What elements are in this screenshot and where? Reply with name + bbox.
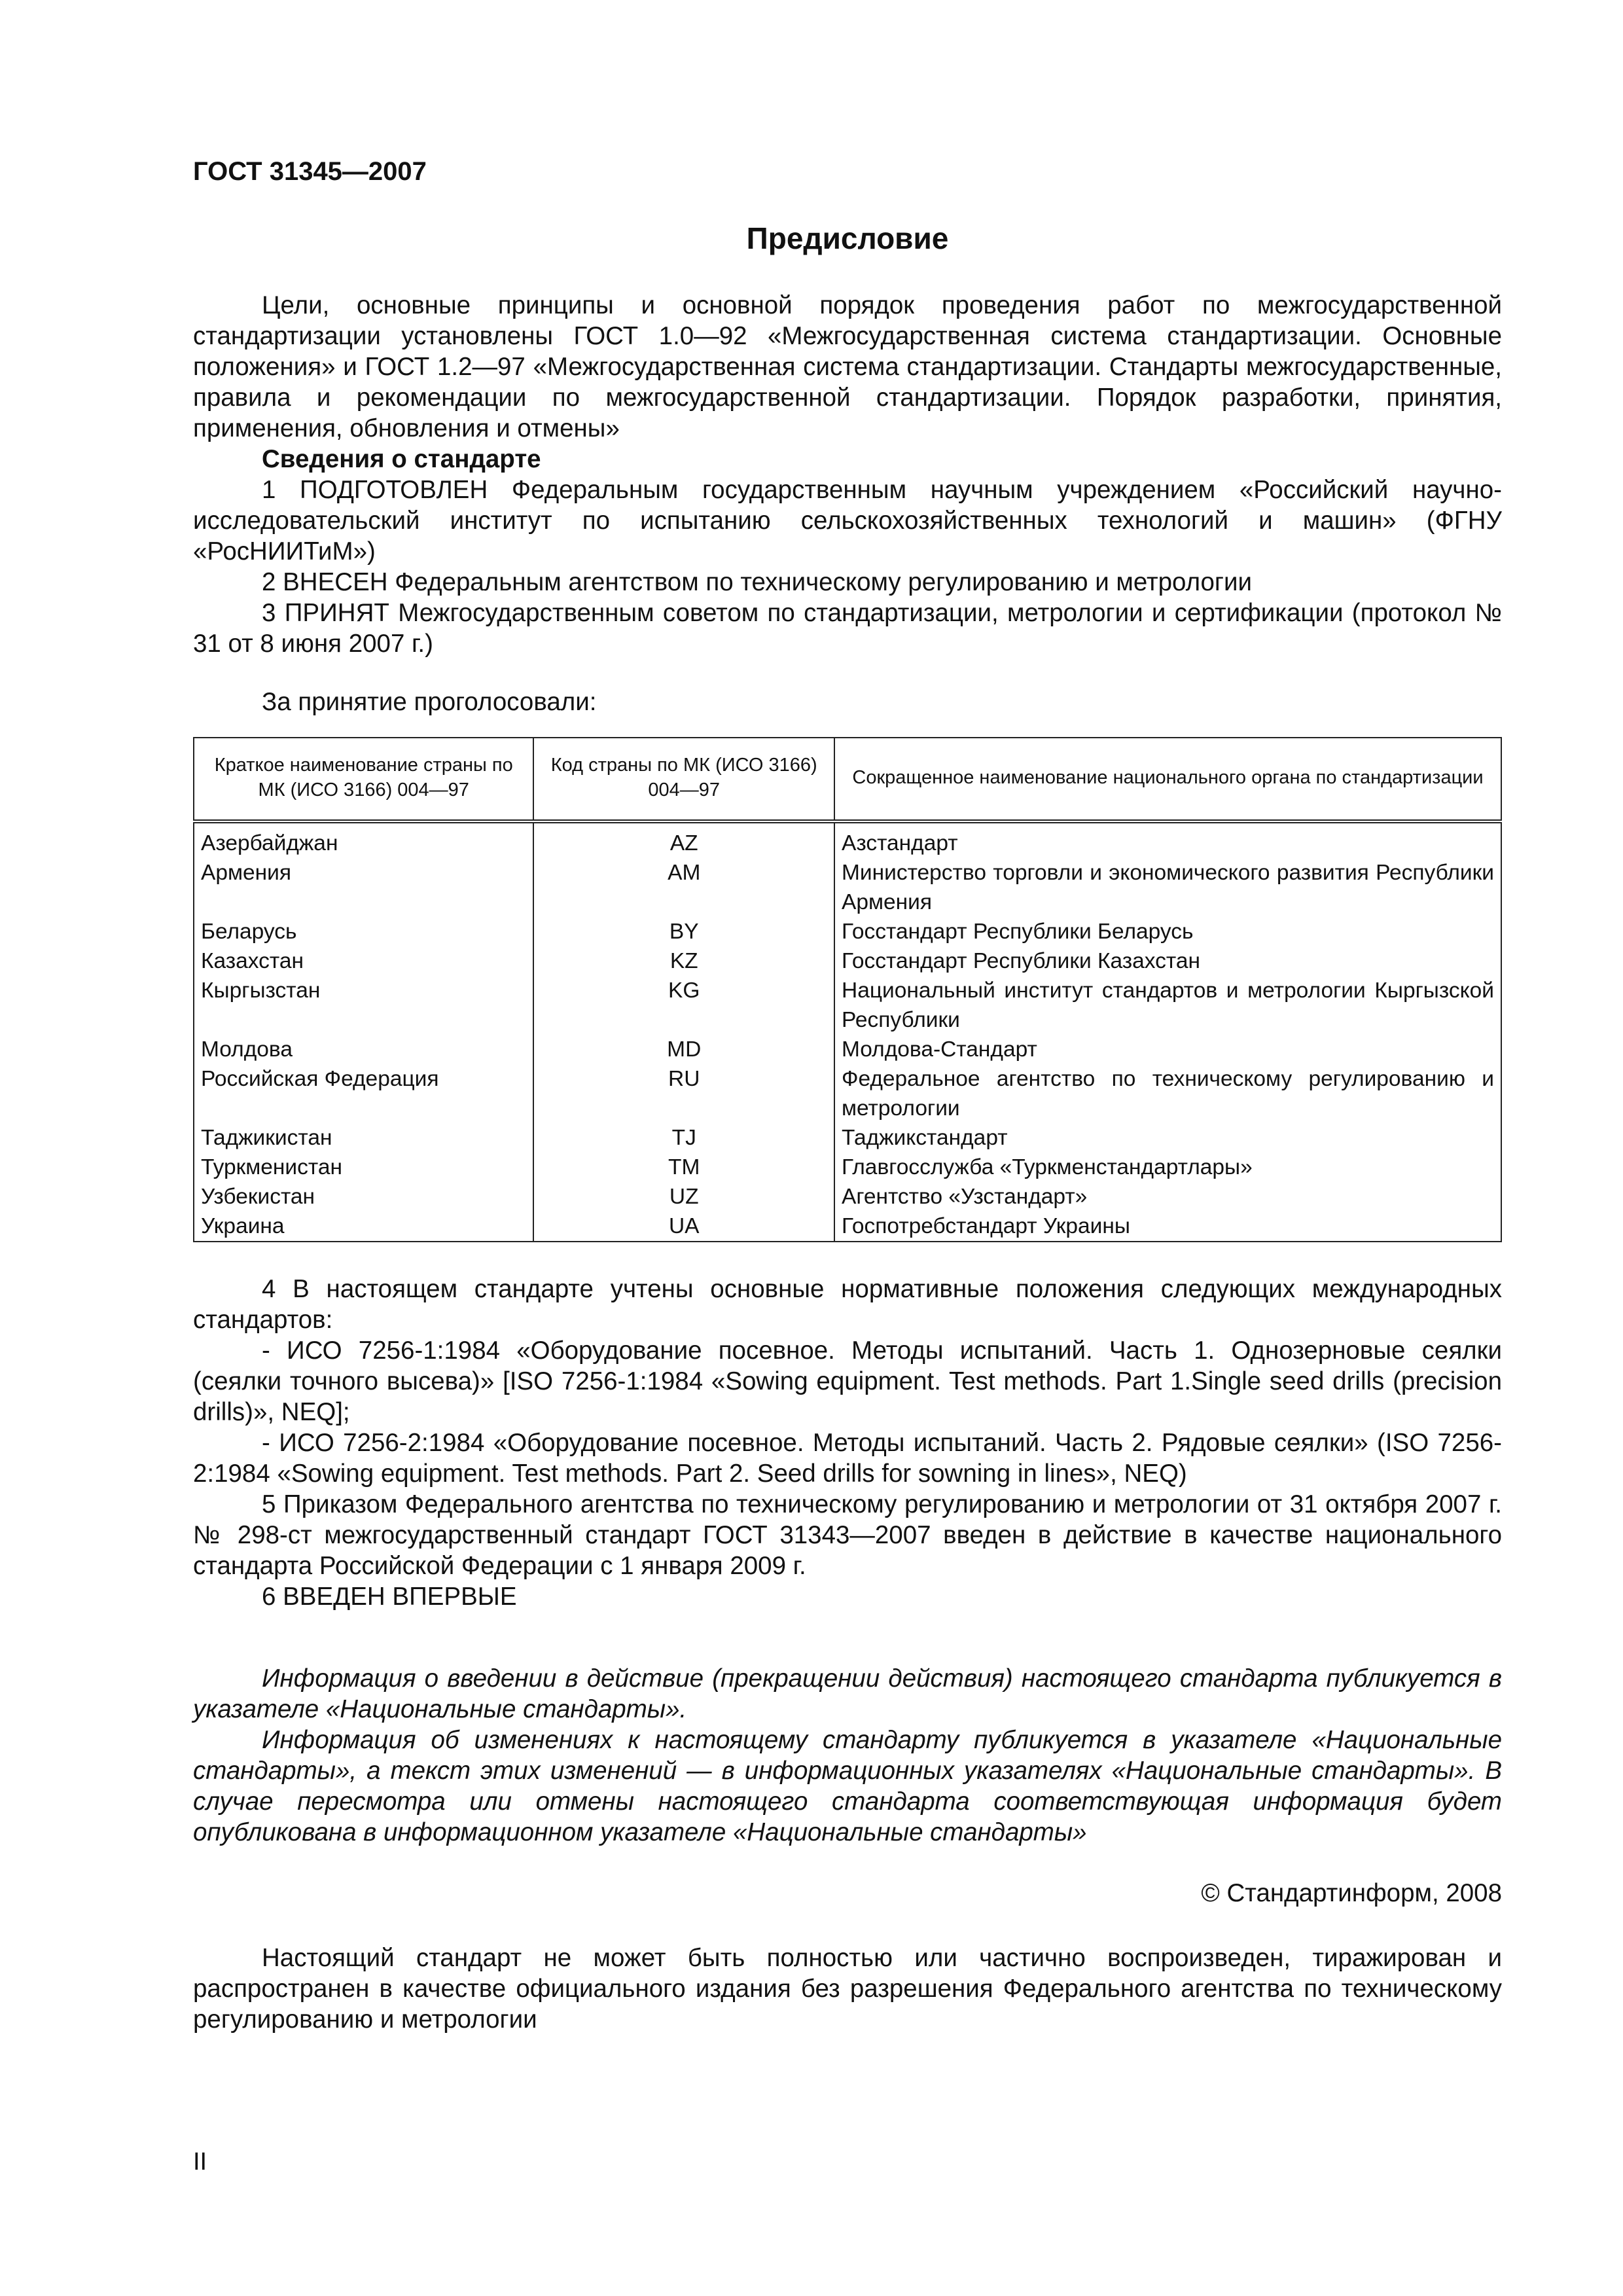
item-4: 4 В настоящем стандарте учтены основные нормативные положения следующих международных стандартов: bbox=[193, 1275, 1502, 1334]
cell-standards-body: Молдова-Стандарт bbox=[834, 1035, 1501, 1064]
document-header: ГОСТ 31345—2007 bbox=[193, 157, 427, 186]
page-number: II bbox=[193, 2148, 207, 2176]
table-row bbox=[194, 858, 1501, 917]
cell-code: RU bbox=[533, 1064, 834, 1123]
cell-country: Казахстан bbox=[194, 946, 533, 976]
cell-country: Туркменистан bbox=[194, 1153, 533, 1182]
cell-country: Кыргызстан bbox=[194, 976, 533, 1035]
cell-standards-body: Госстандарт Республики Беларусь bbox=[834, 917, 1501, 946]
cell-code: KG bbox=[533, 976, 834, 1035]
table-row bbox=[194, 1035, 1501, 1064]
table-row bbox=[194, 1123, 1501, 1153]
cell-standards-body: Азстандарт bbox=[834, 821, 1501, 858]
column-header-country: Краткое наименование страны по МК (ИСО 3166) 004—97 bbox=[194, 738, 533, 821]
table-row bbox=[194, 1064, 1501, 1123]
cell-country: Беларусь bbox=[194, 917, 533, 946]
table-header-row bbox=[194, 738, 1501, 821]
item-1: 1 ПОДГОТОВЛЕН Федеральным государственным научным учреждением «Российский научно-исследовательский институт по испытанию сельскохозяйственных технологий и машин» (ФГНУ «РосНИИТиМ») bbox=[193, 476, 1502, 565]
document-body bbox=[193, 290, 1502, 2035]
cell-standards-body: Госпотребстандарт Украины bbox=[834, 1211, 1501, 1242]
table-row bbox=[194, 946, 1501, 976]
cell-standards-body: Главгосслужба «Туркменстандартлары» bbox=[834, 1153, 1501, 1182]
table-row bbox=[194, 1153, 1501, 1182]
table-body bbox=[194, 821, 1501, 1242]
cell-code: KZ bbox=[533, 946, 834, 976]
table-row bbox=[194, 976, 1501, 1035]
cell-country: Российская Федерация bbox=[194, 1064, 533, 1123]
subheading: Сведения о стандарте bbox=[262, 445, 541, 473]
cell-country: Азербайджан bbox=[194, 821, 533, 858]
cell-standards-body: Агентство «Узстандарт» bbox=[834, 1182, 1501, 1211]
table-row bbox=[194, 917, 1501, 946]
item-4-standard-1: - ИСО 7256-1:1984 «Оборудование посевное. Методы испытаний. Часть 1. Однозерновые сеялки (сеялки точного высева)» [ISO 7256-1:1984 «Sowing equipment. Test methods. Part 1.Single seed drills (precision drills)», NEQ]; bbox=[193, 1336, 1502, 1426]
cell-code: MD bbox=[533, 1035, 834, 1064]
cell-country: Узбекистан bbox=[194, 1182, 533, 1211]
cell-code: BY bbox=[533, 917, 834, 946]
copyright-notice: Настоящий стандарт не может быть полностью или частично воспроизведен, тиражирован и распространен в качестве официального издания без разрешения Федерального агентства по техническому регулированию и метрологии bbox=[193, 1944, 1502, 2034]
cell-country: Таджикистан bbox=[194, 1123, 533, 1153]
cell-code: TM bbox=[533, 1153, 834, 1182]
voting-table bbox=[193, 737, 1502, 1242]
item-4-standard-2: - ИСО 7256-2:1984 «Оборудование посевное. Методы испытаний. Часть 2. Рядовые сеялки» (ISO 7256-2:1984 «Sowing equipment. Test methods. Part 2. Seed drills for sowning in lines», NEQ) bbox=[193, 1429, 1502, 1488]
cell-standards-body: Таджикстандарт bbox=[834, 1123, 1501, 1153]
cell-code: UZ bbox=[533, 1182, 834, 1211]
cell-code: TJ bbox=[533, 1123, 834, 1153]
info-paragraph-1: Информация о введении в действие (прекращении действия) настоящего стандарта публикуется в указателе «Национальные стандарты». bbox=[193, 1664, 1502, 1723]
page-title: Предисловие bbox=[746, 221, 949, 255]
document-page bbox=[193, 157, 1502, 2035]
column-header-body: Сокращенное наименование национального органа по стандартизации bbox=[834, 738, 1501, 821]
intro-paragraph: Цели, основные принципы и основной порядок проведения работ по межгосударственной стандартизации установлены ГОСТ 1.0—92 «Межгосударственная система стандартизации. Основные положения» и ГОСТ 1.2—97 «Межгосударственная система стандартизации. Стандарты межгосударственные, правила и рекомендации по межгосударственной стандартизации. Порядок разработки, принятия, применения, обновления и отмены» bbox=[193, 291, 1502, 442]
cell-country: Украина bbox=[194, 1211, 533, 1242]
item-5: 5 Приказом Федерального агентства по техническому регулированию и метрологии от 31 октября 2007 г. № 298-ст межгосударственный стандарт ГОСТ 31343—2007 введен в действие в качестве национального стандарта Российской Федерации с 1 января 2009 г. bbox=[193, 1490, 1502, 1580]
cell-standards-body: Госстандарт Республики Казахстан bbox=[834, 946, 1501, 976]
cell-standards-body: Федеральное агентство по техническому регулированию и метрологии bbox=[834, 1064, 1501, 1123]
table-row bbox=[194, 821, 1501, 858]
cell-country: Молдова bbox=[194, 1035, 533, 1064]
cell-standards-body: Министерство торговли и экономического развития Республики Армения bbox=[834, 858, 1501, 917]
cell-standards-body: Национальный институт стандартов и метрологии Кыргызской Республики bbox=[834, 976, 1501, 1035]
table-row bbox=[194, 1182, 1501, 1211]
vote-label: За принятие проголосовали: bbox=[262, 688, 597, 716]
info-paragraph-2: Информация об изменениях к настоящему стандарту публикуется в указателе «Национальные стандарты», а текст этих изменений — в информационных указателях «Национальные стандарты». В случае пересмотра или отмены настоящего стандарта соответствующая информация будет опубликована в информационном указателе «Национальные стандарты» bbox=[193, 1726, 1502, 1846]
cell-code: UA bbox=[533, 1211, 834, 1242]
cell-country: Армения bbox=[194, 858, 533, 917]
item-2: 2 ВНЕСЕН Федеральным агентством по техническому регулированию и метрологии bbox=[262, 568, 1252, 596]
item-3: 3 ПРИНЯТ Межгосударственным советом по стандартизации, метрологии и сертификации (протокол № 31 от 8 июня 2007 г.) bbox=[193, 599, 1502, 658]
column-header-code: Код страны по МК (ИСО 3166) 004—97 bbox=[533, 738, 834, 821]
table-row bbox=[194, 1211, 1501, 1242]
item-6: 6 ВВЕДЕН ВПЕРВЫЕ bbox=[262, 1583, 517, 1611]
cell-code: AZ bbox=[533, 821, 834, 858]
cell-code: AM bbox=[533, 858, 834, 917]
copyright-line: © Стандартинформ, 2008 bbox=[1201, 1879, 1502, 1907]
